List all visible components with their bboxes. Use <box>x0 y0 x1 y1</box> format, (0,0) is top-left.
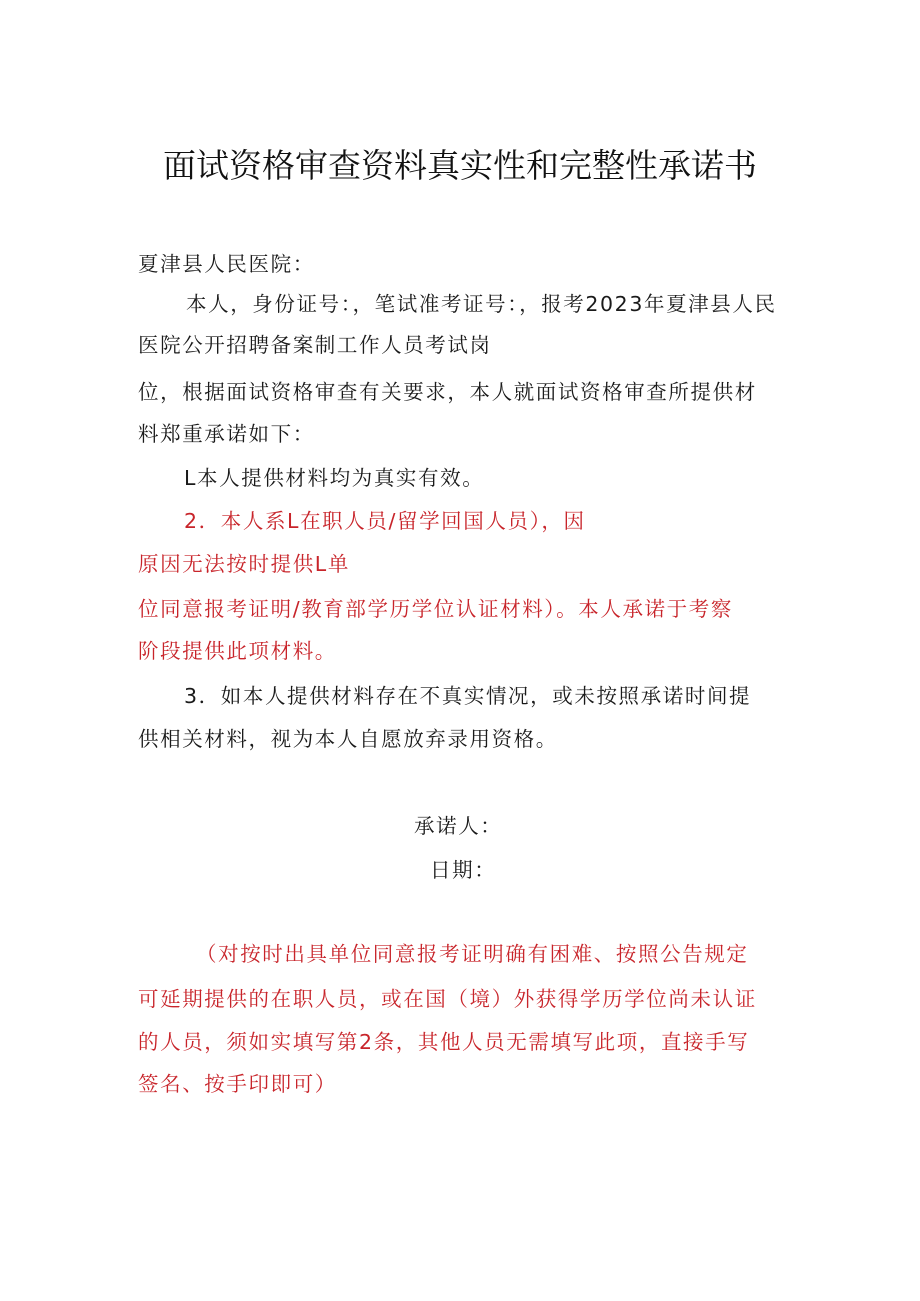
document-title: 面试资格审查资料真实性和完整性承诺书 <box>163 146 757 185</box>
salutation: 夏津县人民医院： <box>138 252 315 276</box>
item-3-line-2: 供相关材料，视为本人自愿放弃录用资格。 <box>138 727 558 751</box>
item-3-line-1: 3．如本人提供材料存在不真实情况，或未按照承诺时间提 <box>184 684 752 708</box>
intro-line-2: 医院公开招聘备案制工作人员考试岗 <box>138 333 492 357</box>
date-label: 日期： <box>430 858 497 882</box>
item-2-line-2: 原因无法按时提供L单 <box>138 552 350 576</box>
item-2-line-1: 2．本人系L在职人员/留学回国人员），因 <box>184 509 586 533</box>
signer-label: 承诺人： <box>414 814 503 838</box>
intro-line-4: 料郑重承诺如下： <box>138 422 315 446</box>
note-line-2: 可延期提供的在职人员，或在国（境）外获得学历学位尚未认证 <box>138 987 757 1011</box>
note-line-1: （对按时出具单位同意报考证明确有困难、按照公告规定 <box>196 942 749 966</box>
intro-line-3: 位，根据面试资格审查有关要求，本人就面试资格审查所提供材 <box>138 380 757 404</box>
note-line-4: 签名、按手印即可） <box>138 1072 337 1096</box>
item-2-line-3: 位同意报考证明/教育部学历学位认证材料）。本人承诺于考察 <box>138 597 733 621</box>
item-2-line-4: 阶段提供此项材料。 <box>138 639 337 663</box>
note-line-3: 的人员，须如实填写第2条，其他人员无需填写此项，直接手写 <box>138 1030 750 1054</box>
item-1: L本人提供材料均为真实有效。 <box>184 466 485 490</box>
intro-line-1: 本人，身份证号：，笔试准考证号：，报考2023年夏津县人民 <box>186 292 777 316</box>
